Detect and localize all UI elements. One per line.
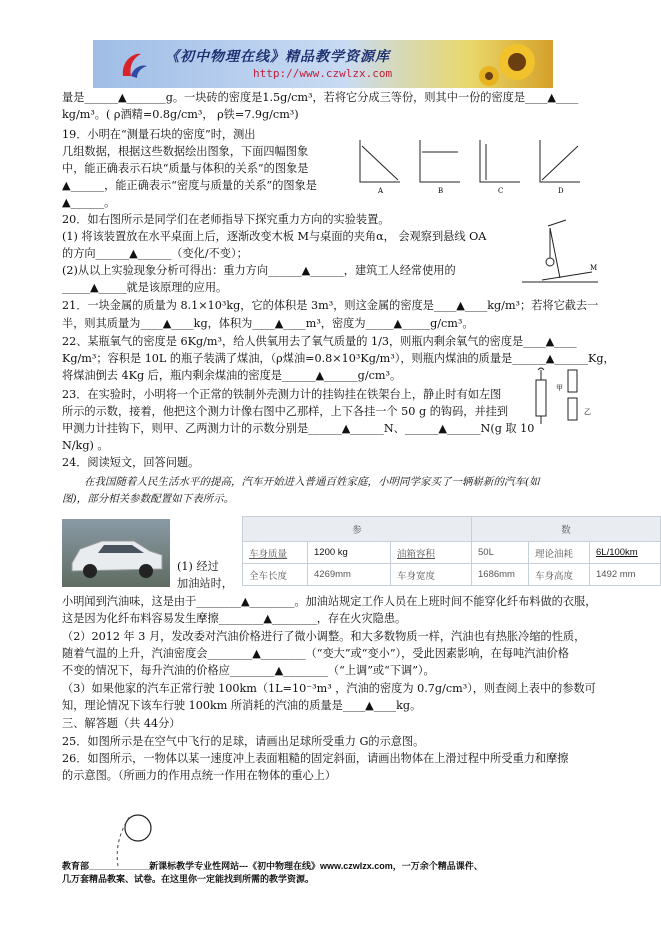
text-line: 图)，部分相关参数配置如下表所示。 — [62, 493, 235, 505]
question-23: 23．在实验时，小明将一个正常的铁制外壳测力计的挂钩挂在铁架台上，静止时有如左图 — [62, 388, 502, 401]
question-26: 26．如图所示，一物体以某一速度冲上表面粗糙的固定斜面，请画出物体在上滑过程中所受重力和摩擦 — [62, 752, 569, 765]
graph-label: D — [558, 187, 564, 194]
question-20: 20．如右图所示是同学们在老师指导下探究重力方向的实验装置。 — [62, 213, 390, 226]
table-cell: 车身宽度 — [391, 564, 472, 586]
table-row — [243, 542, 661, 564]
banner-title: 《初中物理在线》精品教学资源库 — [165, 49, 390, 65]
gravity-apparatus-figure — [520, 214, 600, 294]
scale-label: 甲 — [556, 384, 563, 392]
text-line: N/kg) 。 — [62, 439, 109, 452]
table-header-row — [243, 517, 661, 542]
table-cell: 50L — [472, 542, 529, 564]
graph-label: B — [438, 187, 444, 194]
table-cell-link[interactable]: 车身质量 — [243, 542, 308, 564]
table-cell: 理论油耗 — [529, 542, 590, 564]
text-line: ▲______，能正确表示“密度与质量的关系”的图象是 — [62, 179, 317, 192]
text-line: Kg/m³；容积是 10L 的瓶子装满了煤油，（ρ煤油=0.8×10³Kg/m³），则瓶内煤油的质量是______▲______Kg， — [62, 352, 615, 365]
table-header-cell: 参 — [243, 517, 472, 542]
table-cell: 车身高度 — [529, 564, 590, 586]
figure-label: M — [590, 264, 598, 272]
text-line: 的方向______▲______（变化/不变）； — [62, 247, 248, 260]
footer-line: 教育部____________新课标教学专业性网站---《初中物理在线》www.czwlzx.com，一万余个精品课件、 — [62, 861, 483, 871]
text-line: 几组数据，根据这些数据绘出图象，下面四幅图象 — [62, 145, 309, 158]
table-header-cell: 数 — [472, 517, 661, 542]
question-25: 25．如图所示是在空气中飞行的足球，请画出足球所受重力 G的示意图。 — [62, 735, 425, 748]
text-line: 不变的情况下，每升汽油的价格应________▲________（“上调”或“下调”）。 — [62, 664, 435, 677]
logo-icon — [115, 46, 153, 84]
text-line: (1) 经过 — [177, 560, 219, 573]
text-line: （2）2012 年 3 月，发改委对汽油价格进行了微小调整。和大多数物质一样，汽油也有热胀冷缩的性质， — [62, 630, 586, 643]
text-line: 知，理论情况下该车行驶 100km 所消耗的汽油的质量是____▲____kg。 — [62, 699, 422, 712]
table-cell: 6L/100km — [590, 542, 661, 564]
text-line: _____▲_____就是该原理的应用。 — [62, 281, 228, 294]
text-line: 将煤油倒去 4Kg 后，瓶内剩余煤油的密度是______▲______g/cm³。 — [62, 369, 402, 382]
text-line: (2)从以上实验现象分析可得出：重力方向______▲______，建筑工人经常使用的 — [62, 264, 456, 277]
table-cell: 1492 mm — [590, 564, 661, 586]
scale-label: 乙 — [584, 408, 591, 416]
question-19: 19．小明在“测量石块的密度”时，测出 — [62, 128, 256, 141]
text-line: 甲测力计挂钩下，则甲、乙两测力计的示数分别是______▲______N、______▲______N(g 取 10 — [62, 422, 535, 435]
text-line: 量是______▲_______g。一块砖的密度是1.5g/cm³，若将它分成三等份，则其中一份的密度是____▲____ — [62, 91, 579, 104]
table-cell: 1686mm — [472, 564, 529, 586]
text-line: ▲______。 — [62, 196, 116, 209]
footer — [62, 860, 483, 886]
text-line: 的示意图。（所画力的作用点统一作用在物体的重心上） — [62, 769, 337, 782]
table-row — [243, 564, 661, 586]
spring-scale-figure — [528, 366, 600, 432]
text-line: 中，能正确表示石块“质量与体积的关系”的图象是 — [62, 162, 309, 175]
car-spec-table — [242, 516, 661, 586]
graph-label: A — [378, 187, 384, 194]
sunflower-icon — [477, 42, 547, 88]
question-21: 21．一块金属的质量为 8.1×10³kg，它的体积是 3m³，则这金属的密度是____▲____kg/m³；若将它截去一 — [62, 299, 599, 312]
table-cell: 4269mm — [308, 564, 391, 586]
text-line: 半，则其质量为____▲____kg，体积为____▲____m³，密度为_____▲_____g/cm³。 — [62, 317, 474, 330]
graph-label: C — [498, 187, 504, 194]
text-line: 小明闻到汽油味，这是由于________▲________。加油站规定工作人员在上班时间不能穿化纤布料做的衣服， — [62, 595, 597, 608]
question-22: 22、某瓶氧气的密度是 6Kg/m³，给人供氧用去了氧气质量的 1/3，则瓶内剩余氧气的密度是____▲____ — [62, 335, 577, 348]
text-line: (1) 将该装置放在水平桌面上后，逐渐改变木板 M与桌面的夹角α， 会观察到悬线 OA — [62, 230, 487, 243]
text-line: 这是因为化纤布料容易发生摩擦________▲________，存在火灾隐患。 — [62, 612, 407, 625]
footer-line: 几万套精品教案、试卷。在这里你一定能找到所需的教学资源。 — [62, 874, 315, 884]
table-cell-link[interactable]: 油箱容积 — [391, 542, 472, 564]
table-cell: 1200 kg — [308, 542, 391, 564]
text-line: 在我国随着人民生活水平的提高，汽车开始进入普通百姓家庭，小明同学家买了一辆崭新的汽车(如 — [84, 476, 540, 488]
graphs-figure — [352, 136, 580, 194]
text-line: kg/m³。( ρ酒精=0.8g/cm³， ρ铁=7.9g/cm³) — [62, 108, 299, 121]
text-line: （3）如果他家的汽车正常行驶 100km（1L=10⁻³m³ ，汽油的密度为 0.7g/cm³），则查阅上表中的参数可 — [62, 682, 596, 695]
car-icon — [62, 519, 170, 587]
text-line: 随着气温的上升，汽油密度会________▲________（“变大”或“变小”），受此因素影响，在每吨汽油价格 — [62, 647, 569, 660]
car-photo — [62, 519, 170, 587]
text-line: 加油站时， — [177, 577, 233, 590]
header-banner — [93, 40, 553, 88]
text-line: 所示的示数，接着，他把这个测力计像右图中乙那样，上下各挂一个 50 g 的钩码，并挂到 — [62, 405, 509, 418]
banner-url[interactable]: http://www.czwlzx.com — [253, 67, 393, 80]
question-24: 24．阅读短文，回答问题。 — [62, 456, 200, 469]
section-title: 三、解答题（共 44分） — [62, 717, 181, 730]
table-cell: 全车长度 — [243, 564, 308, 586]
